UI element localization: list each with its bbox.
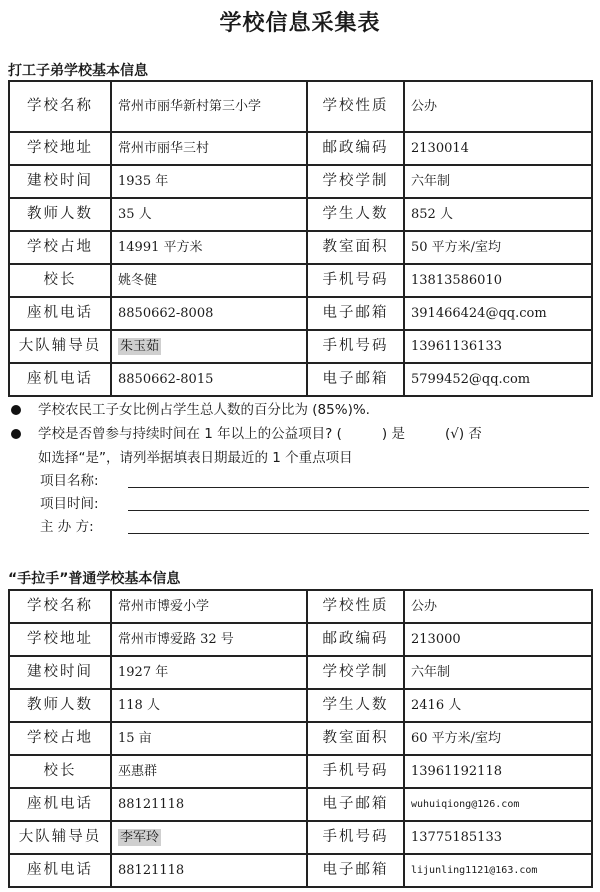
page-title: 学校信息采集表: [219, 10, 381, 36]
blank-line: [128, 510, 589, 511]
cell-label: 教师人数: [9, 689, 111, 722]
cell-value: 1927 年: [111, 656, 307, 689]
project-host-field: [8, 516, 591, 539]
cell-label: 建校时间: [9, 165, 111, 198]
cell-label: 校长: [9, 755, 111, 788]
cell-value: [111, 330, 307, 363]
cell-label: 电子邮箱: [307, 854, 404, 887]
cell-value: 巫惠群: [111, 755, 307, 788]
cell-label: 学校名称: [9, 590, 111, 623]
table-row: [9, 623, 592, 656]
migrant-school-info-table: [8, 80, 593, 397]
cell-label: 学校学制: [307, 165, 404, 198]
cell-value: 5799452@qq.com: [404, 363, 592, 396]
cell-value: 常州市丽华三村: [111, 132, 307, 165]
cell-value: 852 人: [404, 198, 592, 231]
table-row: [9, 755, 592, 788]
cell-value: 391466424@qq.com: [404, 297, 592, 330]
blank-line: [128, 487, 589, 488]
bullet-section: [8, 398, 591, 539]
table-row: [9, 198, 592, 231]
cell-label: 学校性质: [307, 590, 404, 623]
project-name-field: [8, 470, 591, 493]
table-row: [9, 297, 592, 330]
table-row: [9, 590, 592, 623]
cell-value: lijunling1121@163.com: [404, 854, 592, 887]
table-row: [9, 165, 592, 198]
bullet-public-project: [8, 422, 591, 446]
cell-value: 88121118: [111, 854, 307, 887]
cell-value: 常州市丽华新村第三小学: [111, 81, 307, 132]
cell-label: 手机号码: [307, 330, 404, 363]
cell-value: 8850662-8008: [111, 297, 307, 330]
option-yes: ) 是: [381, 426, 405, 442]
option-no: (√) 否: [444, 426, 482, 442]
table-row: [9, 689, 592, 722]
field-label: 项目名称:: [40, 473, 99, 489]
table-row: [9, 231, 592, 264]
table-row: [9, 264, 592, 297]
cell-label: 邮政编码: [307, 132, 404, 165]
cell-value: 公办: [404, 81, 592, 132]
cell-label: 学校占地: [9, 231, 111, 264]
cell-label: 座机电话: [9, 363, 111, 396]
cell-value: 118 人: [111, 689, 307, 722]
cell-label: 手机号码: [307, 264, 404, 297]
cell-label: 手机号码: [307, 821, 404, 854]
bullet-percentage: [8, 398, 591, 422]
project-time-field: [8, 493, 591, 516]
cell-label: 学校性质: [307, 81, 404, 132]
cell-label: 座机电话: [9, 788, 111, 821]
table-row: [9, 788, 592, 821]
bullet-followup: 如选择“是”，请列举据填表日期最近的 1 个重点项目: [38, 450, 353, 466]
highlighted-name: 朱玉茹: [120, 339, 160, 354]
cell-label: 学校地址: [9, 132, 111, 165]
cell-value: wuhuiqiong@126.com: [404, 788, 592, 821]
cell-value: 50 平方米/室均: [404, 231, 592, 264]
cell-value: 公办: [404, 590, 592, 623]
cell-value: 13813586010: [404, 264, 592, 297]
cell-label: 学校学制: [307, 656, 404, 689]
cell-value: 60 平方米/室均: [404, 722, 592, 755]
cell-value: 13961136133: [404, 330, 592, 363]
cell-label: 学校地址: [9, 623, 111, 656]
bullet-text: 学校农民工子女比例占学生总人数的百分比为 (85%)%.: [38, 402, 370, 418]
cell-label: 学校占地: [9, 722, 111, 755]
cell-label: 校长: [9, 264, 111, 297]
table-row: [9, 854, 592, 887]
cell-value: 8850662-8015: [111, 363, 307, 396]
cell-label: 大队辅导员: [9, 330, 111, 363]
table-row: [9, 722, 592, 755]
cell-label: 大队辅导员: [9, 821, 111, 854]
cell-label: 座机电话: [9, 297, 111, 330]
cell-label: 教室面积: [307, 231, 404, 264]
cell-value: 14991 平方米: [111, 231, 307, 264]
table-row: [9, 656, 592, 689]
cell-value: 35 人: [111, 198, 307, 231]
cell-label: 电子邮箱: [307, 297, 404, 330]
cell-value: 姚冬健: [111, 264, 307, 297]
cell-value: 13961192118: [404, 755, 592, 788]
table-row: [9, 363, 592, 396]
section2-title: “手拉手”普通学校基本信息: [8, 571, 181, 587]
cell-value: [111, 821, 307, 854]
cell-value: 常州市博爱路 32 号: [111, 623, 307, 656]
cell-label: 电子邮箱: [307, 363, 404, 396]
highlighted-name: 李军玲: [120, 830, 160, 845]
cell-value: 2416 人: [404, 689, 592, 722]
bullet-dot-icon: [11, 405, 21, 415]
cell-value: 1935 年: [111, 165, 307, 198]
field-label: 主 办 方:: [40, 519, 94, 535]
table-row: [9, 81, 592, 132]
table-row: [9, 132, 592, 165]
cell-label: 学生人数: [307, 689, 404, 722]
cell-label: 学生人数: [307, 198, 404, 231]
cell-label: 电子邮箱: [307, 788, 404, 821]
cell-label: 手机号码: [307, 755, 404, 788]
cell-label: 座机电话: [9, 854, 111, 887]
cell-label: 教室面积: [307, 722, 404, 755]
cell-value: 常州市博爱小学: [111, 590, 307, 623]
cell-value: 2130014: [404, 132, 592, 165]
cell-value: 213000: [404, 623, 592, 656]
cell-label: 建校时间: [9, 656, 111, 689]
cell-label: 邮政编码: [307, 623, 404, 656]
section1-title: 打工子弟学校基本信息: [8, 63, 148, 79]
cell-value: 88121118: [111, 788, 307, 821]
cell-label: 教师人数: [9, 198, 111, 231]
cell-label: 学校名称: [9, 81, 111, 132]
cell-value: 13775185133: [404, 821, 592, 854]
cell-value: 六年制: [404, 656, 592, 689]
table-row: [9, 821, 592, 854]
bullet-dot-icon: [11, 429, 21, 439]
blank-line: [128, 533, 589, 534]
table-row: [9, 330, 592, 363]
field-label: 项目时间:: [40, 496, 99, 512]
cell-value: 六年制: [404, 165, 592, 198]
cell-value: 15 亩: [111, 722, 307, 755]
bullet-text: 学校是否曾参与持续时间在 1 年以上的公益项目? (: [38, 426, 342, 442]
regular-school-info-table: [8, 589, 593, 888]
